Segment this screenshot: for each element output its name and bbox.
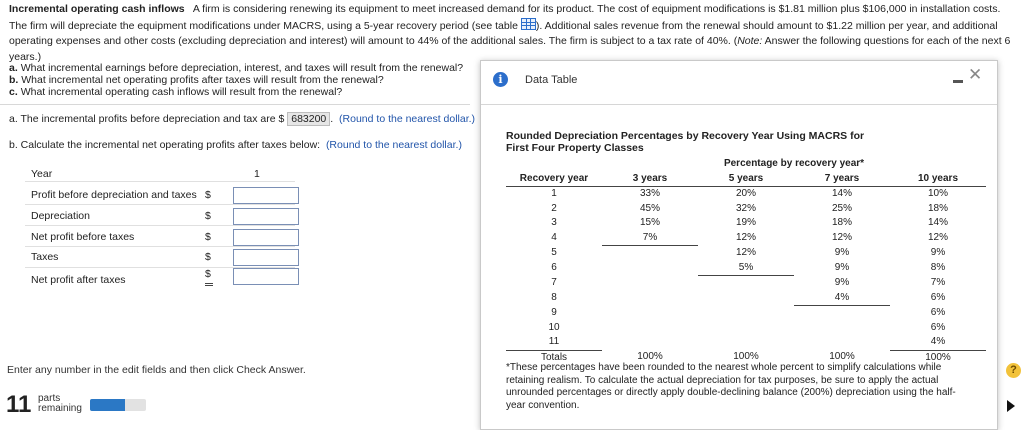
table-cell: 7 [551,276,557,288]
table-cell: 4% [890,335,986,350]
problem-line2a: The firm will depreciate the equipment modifications under MACRS, using a 5-year recovery period (see table [9,19,518,32]
percentage-header: Percentage by recovery year* [723,158,865,169]
dialog-header [481,61,997,105]
table-cell: 15% [639,217,660,228]
table-cell: 6% [930,291,946,303]
col-header: 5 years [698,172,794,187]
part-a-answer[interactable]: 683200 [287,112,330,126]
table-cell: 9% [834,246,850,258]
table-cell: 14% [927,217,948,228]
input-taxes[interactable] [233,249,299,266]
data-table-dialog [480,60,998,430]
part-a-prefix: a. The incremental profits before depreciation and tax are $ [9,113,285,125]
question-b-text: What incremental net operating profits after taxes will result from the renewal? [21,74,384,86]
parts-text [38,394,82,414]
problem-line3b: Answer the following questions for each of the next 6 [762,35,1011,47]
col-header: Recovery year [506,172,602,187]
table-cell [698,306,794,321]
totals-cell: 100% [925,351,951,363]
question-a-label: a. [9,62,18,74]
currency-symbol: $ [205,189,211,201]
table-row [506,276,986,291]
macrs-table [506,157,986,365]
table-cell [602,335,698,350]
problem-heading: Incremental operating cash inflows [9,3,185,15]
table-cell: 10% [927,188,948,199]
problem-line3a: operating expenses and other costs (excluding depreciation and interest) will amount to 44% of the additional sales. The firm is subject to a tax rate of 40%. ( [9,35,738,47]
year-value: 1 [254,168,260,180]
table-cell: 12% [831,231,852,243]
table-cell: 6% [930,306,946,318]
close-icon[interactable]: ✕ [968,65,983,84]
table-cell: 14% [831,188,852,199]
question-b-label: b. [9,74,19,86]
input-profit-before-dep-taxes[interactable] [233,187,299,204]
currency-symbol: $ [205,268,211,280]
table-cell: 8% [930,261,946,273]
instruction-text: Enter any number in the edit fields and then click Check Answer. [7,364,306,376]
table-footnote: *These percentages have been rounded to the nearest whole percent to simplify calculations while retaining realism. To calculate the actual depreciation for tax purposes, be sure to apply the actual unrounded percentages or directly apply double-declining balance (200%) depreciation using the half-year convention. [506,362,956,411]
table-cell: 5% [698,261,794,276]
table-cell: 18% [831,217,852,228]
part-a-suffix: . [330,113,334,125]
input-depreciation[interactable] [233,208,299,225]
input-net-profit-before-taxes[interactable] [233,229,299,246]
row-label-depreciation: Depreciation [31,210,90,222]
table-row [506,335,986,350]
table-cell: 11 [506,335,602,350]
table-cell [602,261,698,276]
table-cell: 19% [735,217,756,228]
next-arrow-icon[interactable] [1007,400,1015,412]
table-cell: 9% [834,261,850,273]
double-underline [205,283,213,284]
parts-line1: parts [38,393,61,404]
question-a-text: What incremental earnings before depreciation, interest, and taxes will result from the renewal? [20,62,464,74]
table-cell [602,321,698,336]
table-cell: 1 [551,188,557,199]
caption-line1: Rounded Depreciation Percentages by Recovery Year Using MACRS for [506,130,865,142]
table-cell [698,291,794,306]
table-cell: 33% [639,188,660,199]
table-row [506,202,986,217]
col-header: 10 years [890,172,986,187]
table-cell [602,276,698,291]
currency-symbol: $ [205,210,211,222]
table-row [506,261,986,276]
double-underline [205,285,213,286]
table-cell [698,335,794,350]
input-net-profit-after-taxes[interactable] [233,268,299,285]
table-cell [698,276,794,291]
question-c-label: c. [9,86,18,98]
parts-count: 11 [6,391,32,418]
worksheet-rule [25,204,295,205]
problem-line2b: ). Additional sales revenue from the renewal should amount to $1.22 million per year, and additional [535,19,998,32]
minimize-button[interactable] [951,71,965,85]
table-row [506,291,986,306]
currency-symbol: $ [205,251,211,263]
table-cell: 12% [735,231,756,243]
table-cell [794,335,890,350]
worksheet-rule [25,181,295,182]
totals-cell: 100% [637,351,663,363]
totals-cell: 100% [829,351,855,363]
table-cell [602,306,698,321]
table-cell [794,321,890,336]
part-b-prefix: b. Calculate the incremental net operating profits after taxes below: [9,139,321,151]
table-cell: 6% [930,321,946,333]
info-icon: i [493,72,508,87]
table-cell: 4% [794,291,890,306]
table-row [506,216,986,231]
table-cell: 9% [834,276,850,288]
table-cell: 12% [927,231,948,243]
table-cell: 4 [551,231,557,243]
table-row [506,231,986,246]
table-cell: 32% [735,202,756,214]
year-label: Year [31,168,53,180]
table-cell: 3 [551,217,557,228]
caption-line2: First Four Property Classes [506,142,644,154]
table-row [506,187,986,202]
totals-cell: 100% [733,351,759,363]
table-row [506,246,986,261]
problem-line4: years.) [9,50,42,63]
table-cell: 10 [548,321,560,333]
part-b-hint: (Round to the nearest dollar.) [325,139,462,151]
row-label-taxes: Taxes [31,251,59,263]
table-cell: 5 [551,246,557,258]
worksheet-rule [25,225,295,226]
table-row [506,306,986,321]
table-cell: 2 [551,202,557,214]
table-cell [602,246,698,261]
part-a-hint: (Round to the nearest dollar.) [339,113,476,125]
table-cell: 25% [831,202,852,214]
table-cell: 7% [930,276,946,288]
table-cell: 9 [551,306,557,318]
col-header: 7 years [794,172,890,187]
dialog-caption [506,130,976,154]
table-cell: 18% [927,202,948,214]
table-cell [698,321,794,336]
note-label: Note: [737,35,763,47]
currency-symbol: $ [205,231,211,243]
progress-bar [90,399,146,411]
table-cell: 6 [551,261,557,273]
table-cell: 12% [735,246,756,258]
help-icon[interactable]: ? [1006,363,1021,378]
table-cell [794,306,890,321]
table-cell: 45% [639,202,660,214]
worksheet-rule [25,246,295,247]
question-c-text: What incremental operating cash inflows will result from the renewal? [20,86,343,98]
worksheet [0,0,300,300]
dialog-title: Data Table [525,74,578,86]
table-cell: 20% [735,188,756,199]
col-header: 3 years [602,172,698,187]
row-label-pbdt: Profit before depreciation and taxes [31,189,197,201]
parts-line2: remaining [38,403,82,414]
table-cell: 9% [930,246,946,258]
row-label-npbt: Net profit before taxes [31,231,135,243]
row-label-npat: Net profit after taxes [31,274,126,286]
data-table-icon[interactable] [521,18,536,30]
table-cell: 7% [602,231,698,246]
totals-cell: Totals [540,351,568,363]
table-cell [602,291,698,306]
table-row [506,321,986,336]
problem-line1: A firm is considering renewing its equipment to meet increased demand for its product. The cost of equipment modifications is $1.81 million plus $106,000 in installation costs. [192,3,1001,15]
progress-fill [90,399,125,411]
table-cell: 8 [551,291,557,303]
